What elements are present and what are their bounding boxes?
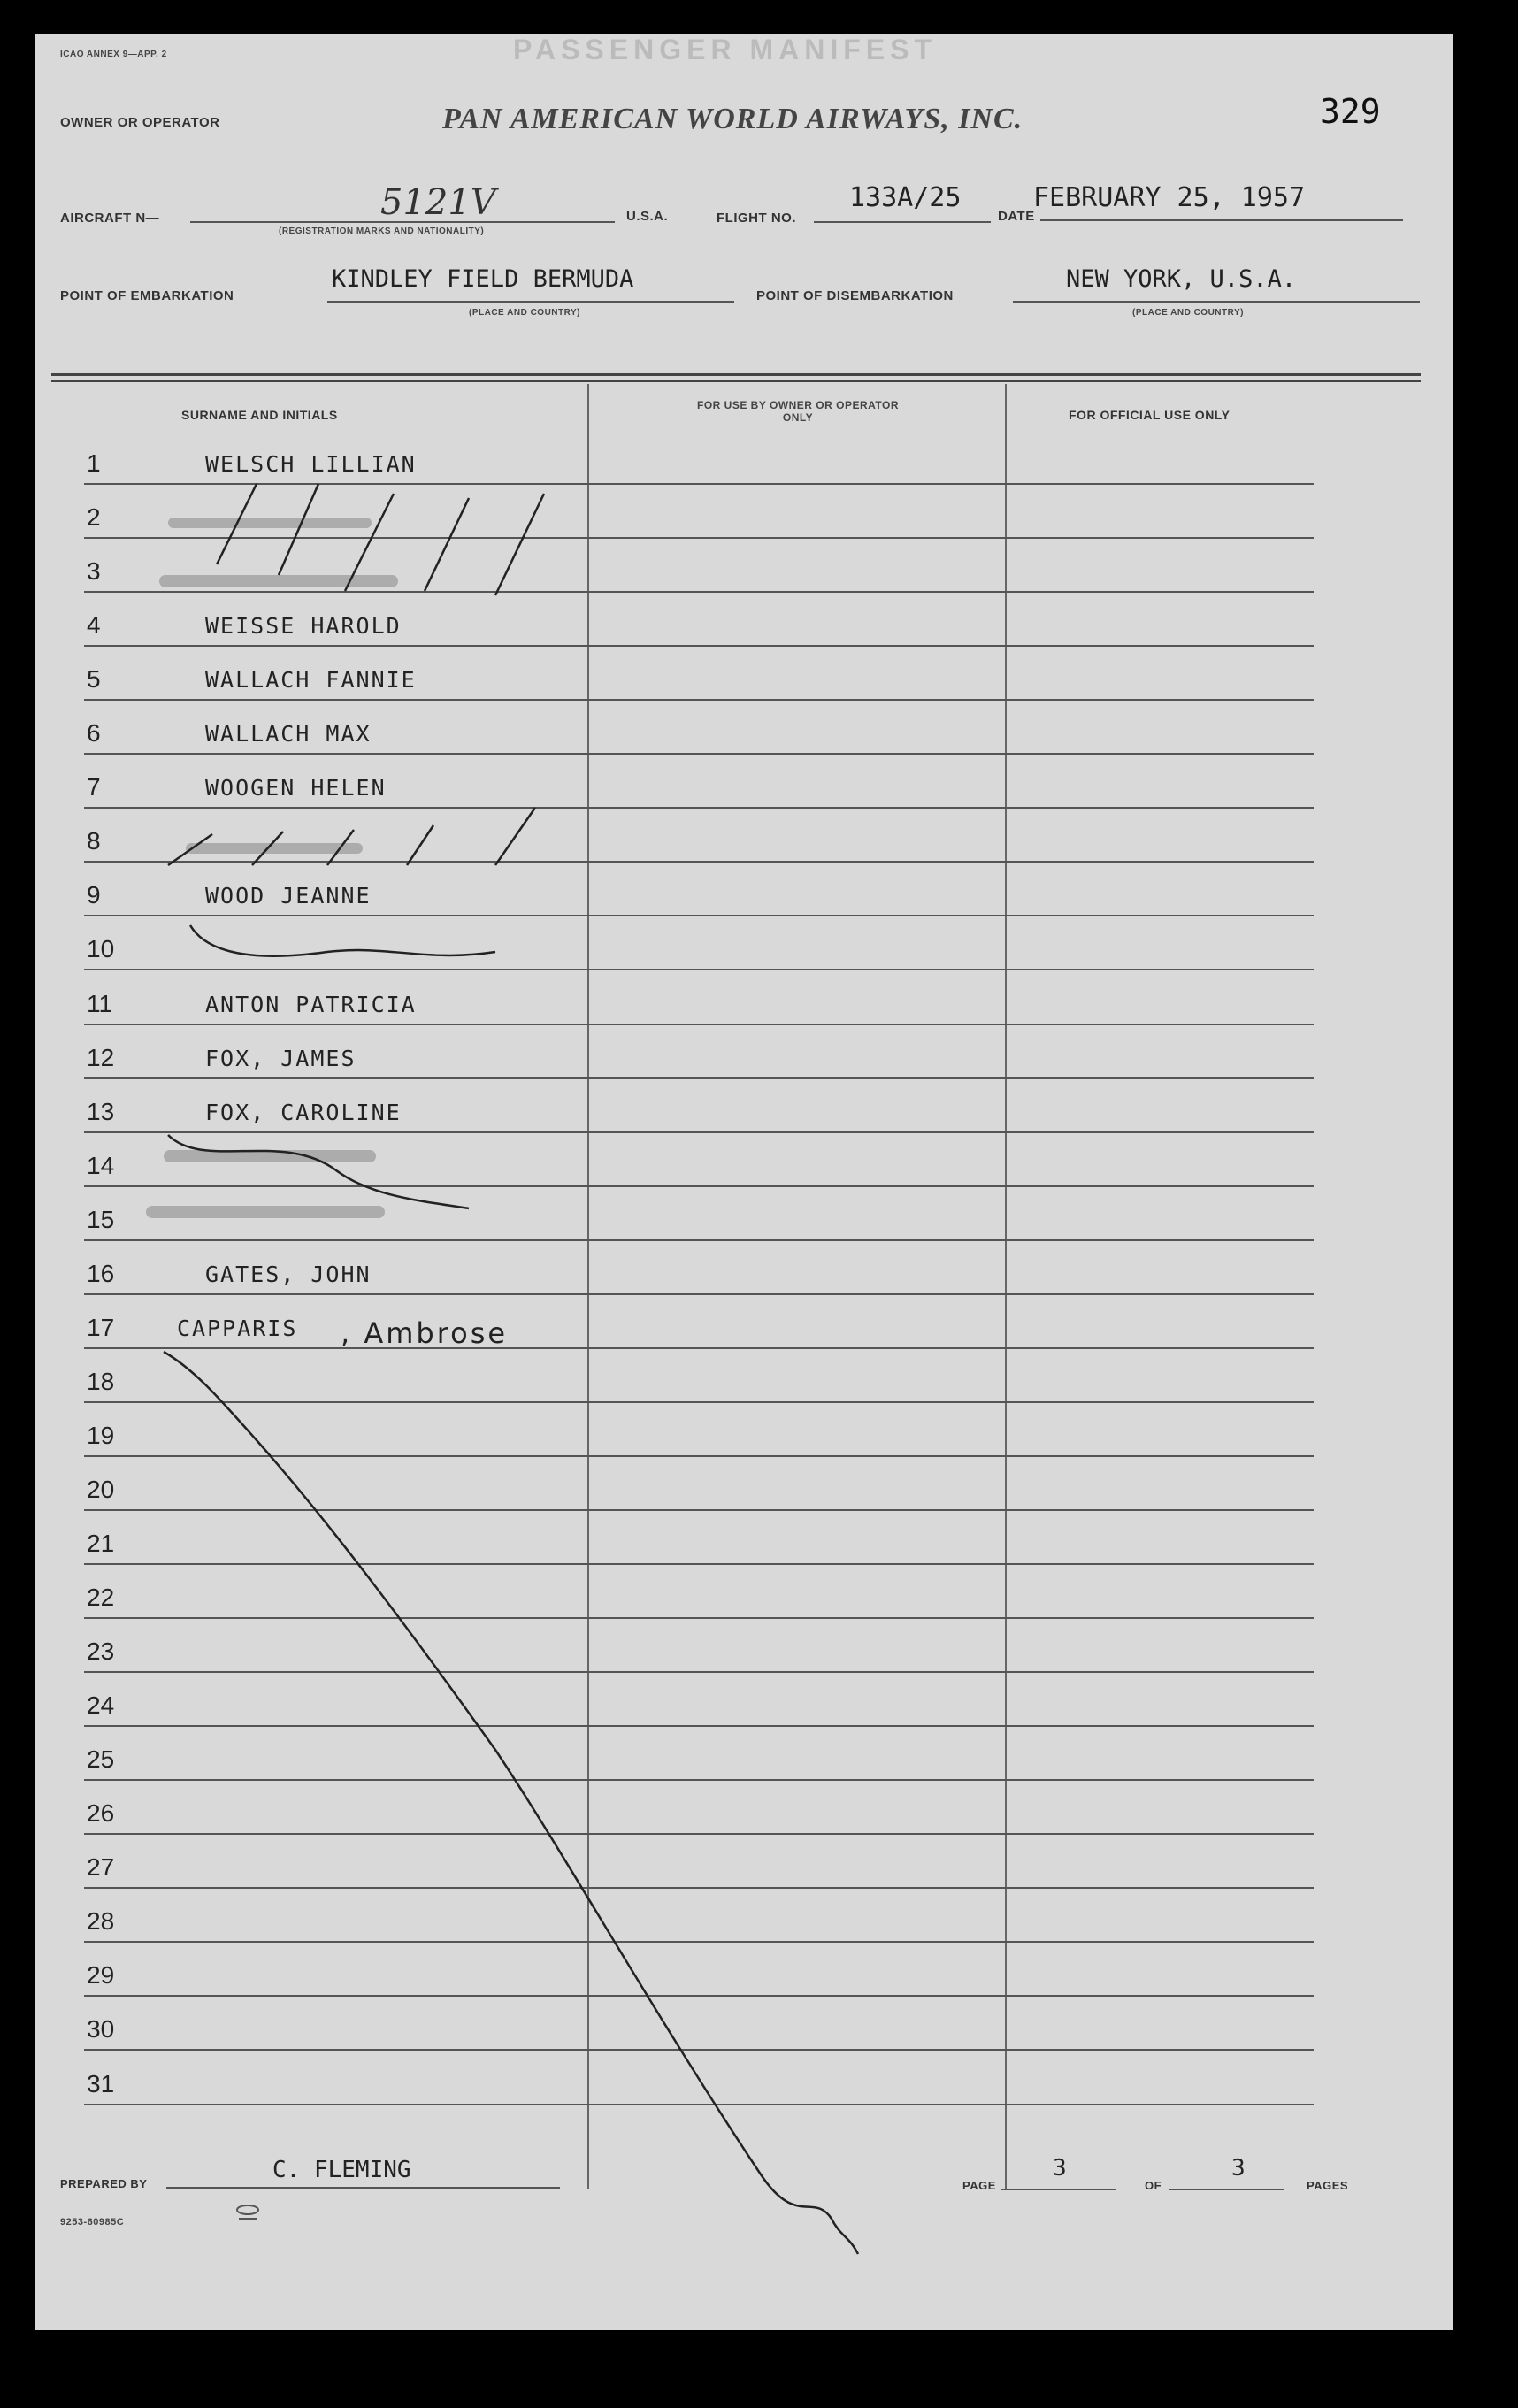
row-number: 6 — [87, 719, 101, 748]
pages-label: PAGES — [1307, 2179, 1349, 2192]
date-value: FEBRUARY 25, 1957 — [1033, 182, 1306, 213]
row-number: 7 — [87, 773, 101, 801]
passenger-name: FOX, CAROLINE — [205, 1099, 402, 1125]
disembark-sublabel: (PLACE AND COUNTRY) — [1132, 308, 1244, 318]
passenger-name: ANTON PATRICIA — [205, 991, 417, 1017]
row-number: 5 — [87, 665, 101, 694]
passenger-name: GATES, JOHN — [205, 1261, 372, 1287]
passenger-name: WOOD JEANNE — [205, 883, 372, 909]
embark-sublabel: (PLACE AND COUNTRY) — [469, 308, 580, 318]
flight-label: FLIGHT NO. — [717, 211, 796, 226]
row-number: 30 — [87, 2015, 115, 2044]
row-number: 27 — [87, 1853, 115, 1882]
row-number: 4 — [87, 611, 101, 640]
col-surname-header: SURNAME AND INITIALS — [181, 408, 338, 422]
row-number: 2 — [87, 503, 101, 532]
embark-value: KINDLEY FIELD BERMUDA — [332, 265, 634, 293]
row-number: 15 — [87, 1205, 115, 1233]
row-number: 14 — [87, 1151, 115, 1179]
row-number: 23 — [87, 1637, 115, 1666]
of-label: OF — [1145, 2179, 1162, 2192]
passenger-name: WELSCH LILLIAN — [205, 451, 417, 477]
row-number: 26 — [87, 1799, 115, 1828]
form-number: 9253-60985C — [60, 2217, 125, 2228]
col-official-header: FOR OFFICIAL USE ONLY — [1069, 408, 1230, 422]
owner-value: PAN AMERICAN WORLD AIRWAYS, INC. — [442, 103, 1024, 135]
page-label: PAGE — [962, 2179, 996, 2192]
printer-mark-icon — [234, 2203, 261, 2226]
row-number: 8 — [87, 827, 101, 855]
row-number: 29 — [87, 1961, 115, 1990]
passenger-name: WALLACH FANNIE — [205, 667, 417, 694]
row-number: 16 — [87, 1259, 115, 1287]
owner-label: OWNER OR OPERATOR — [60, 115, 220, 130]
passenger-name: CAPPARIS — [177, 1315, 298, 1341]
page-stamp: 329 — [1320, 92, 1381, 131]
row-number: 31 — [87, 2069, 115, 2097]
aircraft-label: AIRCRAFT N— — [60, 211, 160, 226]
manifest-sheet — [35, 34, 1453, 2330]
disembark-label: POINT OF DISEMBARKATION — [756, 288, 954, 303]
embark-label: POINT OF EMBARKATION — [60, 288, 234, 303]
passenger-name: WEISSE HAROLD — [205, 613, 402, 640]
form-title: PASSENGER MANIFEST — [513, 34, 937, 65]
aircraft-value: 5121V — [380, 182, 496, 223]
row-number: 19 — [87, 1421, 115, 1449]
row-number: 10 — [87, 935, 115, 963]
row-number: 22 — [87, 1584, 115, 1612]
row-number: 13 — [87, 1097, 115, 1125]
aircraft-sublabel: (REGISTRATION MARKS AND NATIONALITY) — [279, 226, 485, 236]
row-number: 28 — [87, 1907, 115, 1936]
col-owner-header: FOR USE BY OWNER OR OPERATOR ONLY — [696, 399, 900, 424]
row-number: 20 — [87, 1475, 115, 1503]
row-number: 12 — [87, 1043, 115, 1071]
passenger-name: WOOGEN HELEN — [205, 775, 387, 801]
row-number: 21 — [87, 1530, 115, 1557]
page-value: 3 — [1053, 2155, 1067, 2182]
usa-label: U.S.A. — [626, 209, 669, 224]
row-number: 18 — [87, 1367, 115, 1395]
row-number: 25 — [87, 1745, 115, 1774]
row-number: 11 — [87, 989, 113, 1017]
form-code: ICAO ANNEX 9—APP. 2 — [60, 50, 167, 59]
date-label: DATE — [998, 209, 1035, 224]
passenger-name: WALLACH MAX — [205, 721, 372, 748]
row-number: 17 — [87, 1313, 115, 1341]
row-number: 9 — [87, 881, 101, 909]
row-number: 3 — [87, 557, 101, 586]
disembark-value: NEW YORK, U.S.A. — [1066, 265, 1297, 293]
of-value: 3 — [1231, 2155, 1246, 2182]
cancellation-marks — [35, 34, 1453, 2330]
prepared-value: C. FLEMING — [272, 2157, 411, 2183]
flight-value: 133A/25 — [849, 182, 962, 213]
handwritten-name: , Ambrose — [341, 1316, 509, 1350]
row-number: 1 — [87, 449, 101, 477]
row-number: 24 — [87, 1691, 115, 1720]
prepared-label: PREPARED BY — [60, 2177, 148, 2190]
passenger-name: FOX, JAMES — [205, 1045, 356, 1071]
